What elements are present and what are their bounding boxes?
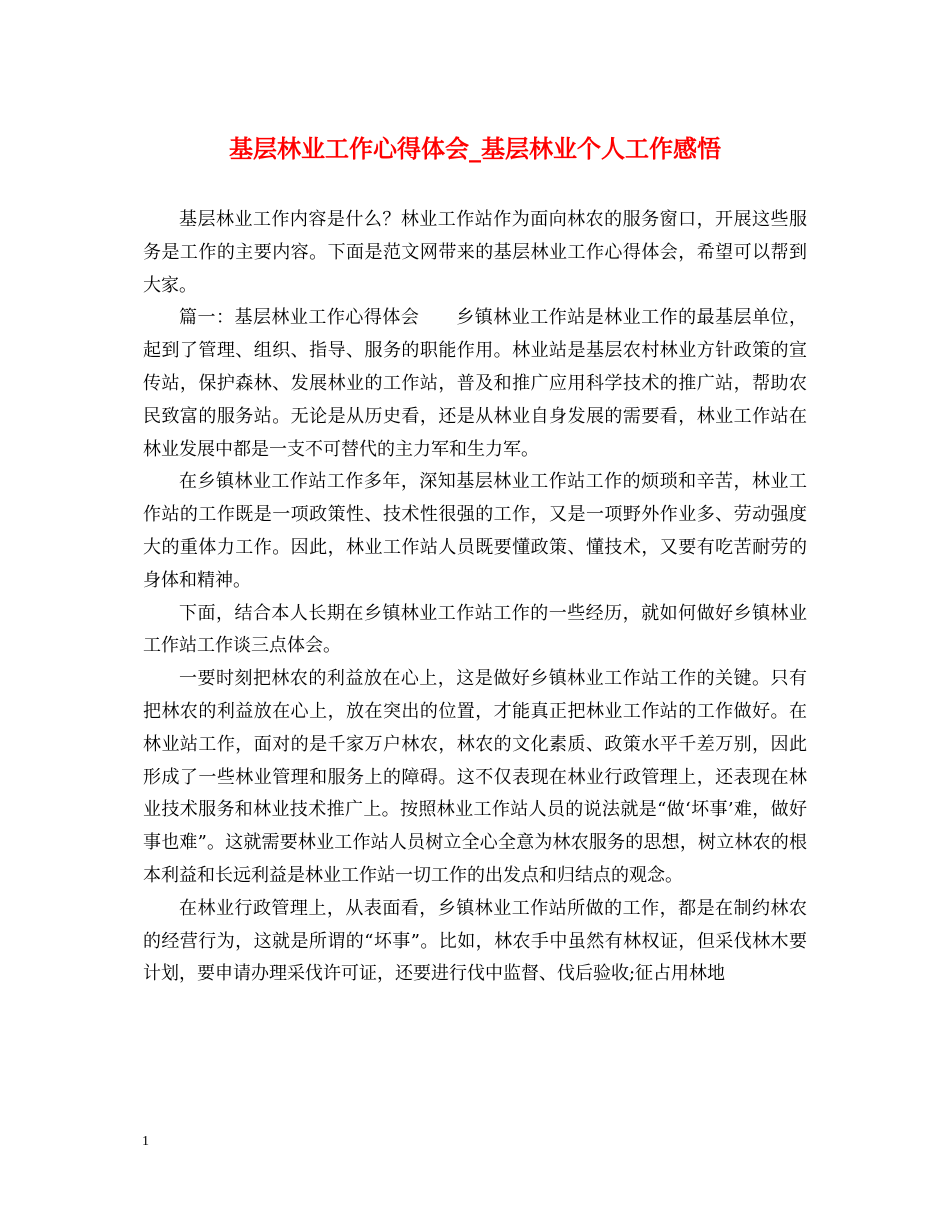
document-title: 基层林业工作心得体会_基层林业个人工作感悟 <box>229 134 721 163</box>
paragraph: 一要时刻把林农的利益放在心上，这是做好乡镇林业工作站工作的关键。只有把林农的利益放在心上，放在突出的位置，才能真正把林业工作站的工作做好。在林业站工作，面对的是千家万户林农，林农的文化素质、政策水平千差万别，因此形成了一些林业管理和服务上的障碍。这不仅表现在林业行政管理上，还表现在林业技术服务和林业技术推广上。按照林业工作站人员的说法就是“做‘坏事’难，做好事也难”。这就需要林业工作站人员树立全心全意为林农服务的思想，树立林农的根本利益和长远利益是林业工作站一切工作的出发点和归结点的观念。 <box>143 668 807 886</box>
paragraph: 在林业行政管理上，从表面看，乡镇林业工作站所做的工作，都是在制约林农的经营行为，这就是所谓的“坏事”。比如，林农手中虽然有林权证，但采伐林木要计划，要申请办理采伐许可证，还要进行伐中监督、伐后验收;征占用林地 <box>143 897 807 985</box>
paragraph: 基层林业工作内容是什么？林业工作站作为面向林农的服务窗口，开展这些服务是工作的主要内容。下面是范文网带来的基层林业工作心得体会，希望可以帮到大家。 <box>143 209 807 296</box>
paragraph: 下面，结合本人长期在乡镇林业工作站工作的一些经历，就如何做好乡镇林业工作站工作谈三点体会。 <box>143 602 807 657</box>
paragraph: 在乡镇林业工作站工作多年，深知基层林业工作站工作的烦琐和辛苦，林业工作站的工作既是一项政策性、技术性很强的工作，又是一项野外作业多、劳动强度大的重体力工作。因此，林业工作站人员既要懂政策、懂技术，又要有吃苦耐劳的身体和精神。 <box>143 471 807 591</box>
document-body <box>143 204 807 991</box>
page-number: 1 <box>142 1134 149 1149</box>
paragraph: 篇一：基层林业工作心得体会 乡镇林业工作站是林业工作的最基层单位，起到了管理、组织、指导、服务的职能作用。林业站是基层农村林业方针政策的宣传站，保护森林、发展林业的工作站，普及和推广应用科学技术的推广站，帮助农民致富的服务站。无论是从历史看，还是从林业自身发展的需要看，林业工作站在林业发展中都是一支不可替代的主力军和生力军。 <box>143 307 807 460</box>
